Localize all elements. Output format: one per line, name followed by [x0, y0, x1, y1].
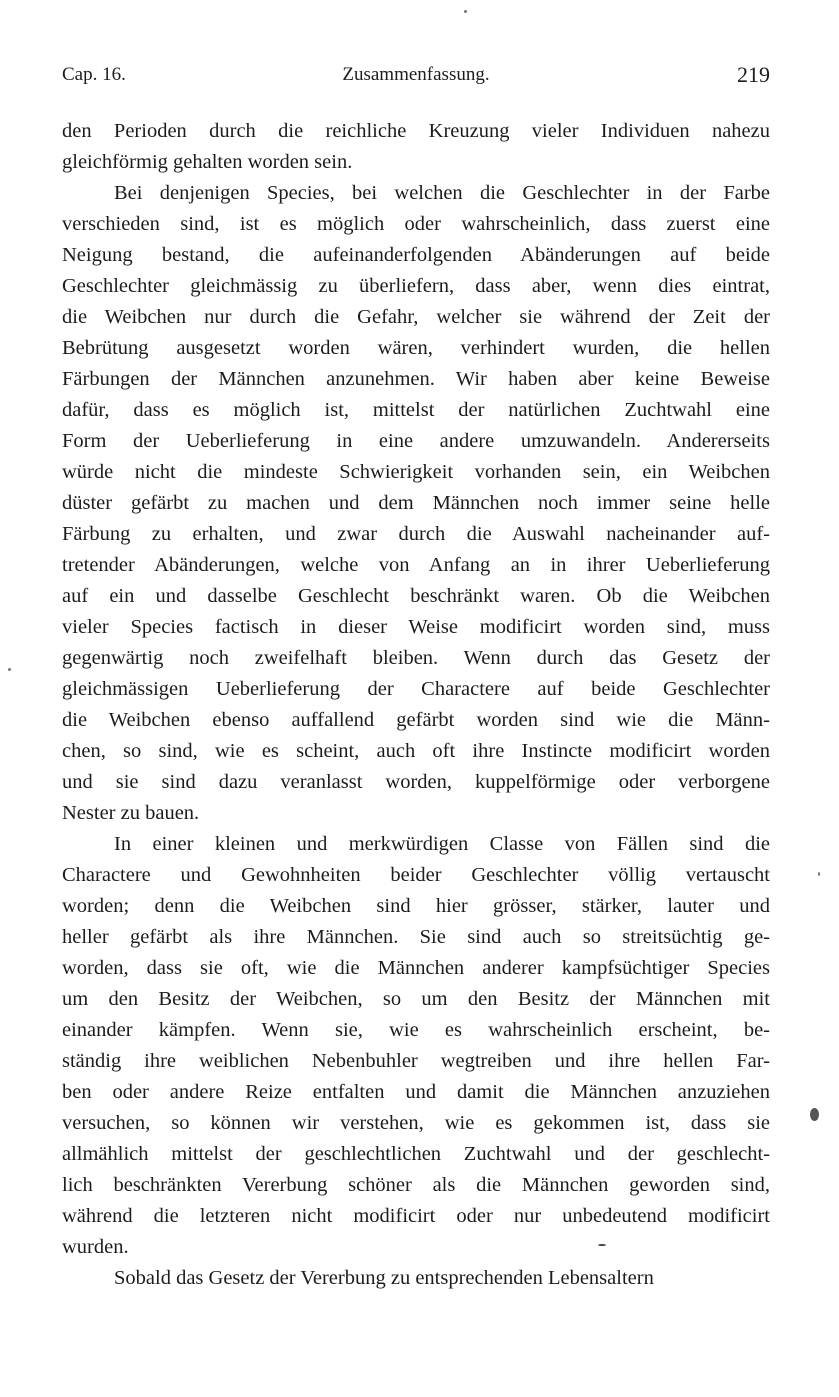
text-line: worden, dass sie oft, wie die Männchen anderer kampfsüchtiger Species: [62, 957, 770, 979]
text-line: um den Besitz der Weibchen, so um den Besitz der Männchen mit: [62, 988, 770, 1010]
text-line: Sobald das Gesetz der Vererbung zu entsprechenden Lebensaltern: [114, 1267, 654, 1289]
text-line: auf ein und dasselbe Geschlecht beschränkt waren. Ob die Weibchen: [62, 585, 770, 607]
text-line: während die letzteren nicht modificirt oder nur unbedeutend modificirt: [62, 1205, 770, 1227]
text-line: Form der Ueberlieferung in eine andere umzuwandeln. Andererseits: [62, 430, 770, 452]
print-speck: [598, 1244, 606, 1246]
running-header: [62, 64, 770, 94]
text-line: Bei denjenigen Species, bei welchen die Geschlechter in der Farbe: [114, 182, 770, 204]
text-line: Neigung bestand, die aufeinanderfolgenden Abänderungen auf beide: [62, 244, 770, 266]
text-line: und sie sind dazu veranlasst worden, kuppelförmige oder verborgene: [62, 771, 770, 793]
text-line: ständig ihre weiblichen Nebenbuhler wegtreiben und ihre hellen Far-: [62, 1050, 770, 1072]
text-line: düster gefärbt zu machen und dem Männchen noch immer seine helle: [62, 492, 770, 514]
print-speck: [810, 1108, 819, 1121]
text-line: Bebrütung ausgesetzt worden wären, verhindert wurden, die hellen: [62, 337, 770, 359]
text-line: Charactere und Gewohnheiten beider Geschlechter völlig vertauscht: [62, 864, 770, 886]
text-line: wurden.: [62, 1236, 129, 1258]
text-line: In einer kleinen und merkwürdigen Classe von Fällen sind die: [114, 833, 770, 855]
paragraph: [62, 1263, 770, 1294]
print-speck: [8, 668, 11, 671]
text-line: allmählich mittelst der geschlechtlichen Zuchtwahl und der geschlecht-: [62, 1143, 770, 1165]
paragraph: [62, 178, 770, 829]
text-line: versuchen, so können wir verstehen, wie es gekommen ist, dass sie: [62, 1112, 770, 1134]
text-line: den Perioden durch die reichliche Kreuzung vieler Individuen nahezu: [62, 120, 770, 142]
text-line: worden; denn die Weibchen sind hier grösser, stärker, lauter und: [62, 895, 770, 917]
text-line: gleichmässigen Ueberlieferung der Charactere auf beide Geschlechter: [62, 678, 770, 700]
text-line: Nester zu bauen.: [62, 802, 200, 824]
text-line: lich beschränkten Vererbung schöner als die Männchen geworden sind,: [62, 1174, 770, 1196]
text-line: tretender Abänderungen, welche von Anfang an in ihrer Ueberlieferung: [62, 554, 770, 576]
running-title: Zusammenfassung.: [342, 64, 490, 85]
text-line: ben oder andere Reize entfalten und damit die Männchen anzuziehen: [62, 1081, 770, 1103]
text-line: Geschlechter gleichmässig zu überliefern, dass aber, wenn dies eintrat,: [62, 275, 770, 297]
text-line: vieler Species factisch in dieser Weise modificirt worden sind, muss: [62, 616, 770, 638]
text-line: Färbungen der Männchen anzunehmen. Wir haben aber keine Beweise: [62, 368, 770, 390]
text-line: dafür, dass es möglich ist, mittelst der natürlichen Zuchtwahl eine: [62, 399, 770, 421]
body-text: [62, 116, 770, 1294]
text-line: würde nicht die mindeste Schwierigkeit vorhanden sein, ein Weibchen: [62, 461, 770, 483]
page-number: 219: [737, 62, 770, 87]
text-line: die Weibchen ebenso auffallend gefärbt worden sind wie die Männ-: [62, 709, 770, 731]
text-line: heller gefärbt als ihre Männchen. Sie sind auch so streitsüchtig ge-: [62, 926, 770, 948]
text-line: chen, so sind, wie es scheint, auch oft ihre Instincte modificirt worden: [62, 740, 770, 762]
text-line: einander kämpfen. Wenn sie, wie es wahrscheinlich erscheint, be-: [62, 1019, 770, 1041]
text-line: Färbung zu erhalten, und zwar durch die Auswahl nacheinander auf-: [62, 523, 770, 545]
paragraph: [62, 829, 770, 1263]
text-line: gleichförmig gehalten worden sein.: [62, 151, 353, 173]
print-speck: [818, 872, 820, 876]
paragraph: [62, 116, 770, 178]
text-line: gegenwärtig noch zweifelhaft bleiben. Wenn durch das Gesetz der: [62, 647, 770, 669]
chapter-label: Cap. 16.: [62, 64, 126, 85]
text-line: die Weibchen nur durch die Gefahr, welcher sie während der Zeit der: [62, 306, 770, 328]
print-speck: [464, 10, 467, 13]
text-line: verschieden sind, ist es möglich oder wahrscheinlich, dass zuerst eine: [62, 213, 770, 235]
